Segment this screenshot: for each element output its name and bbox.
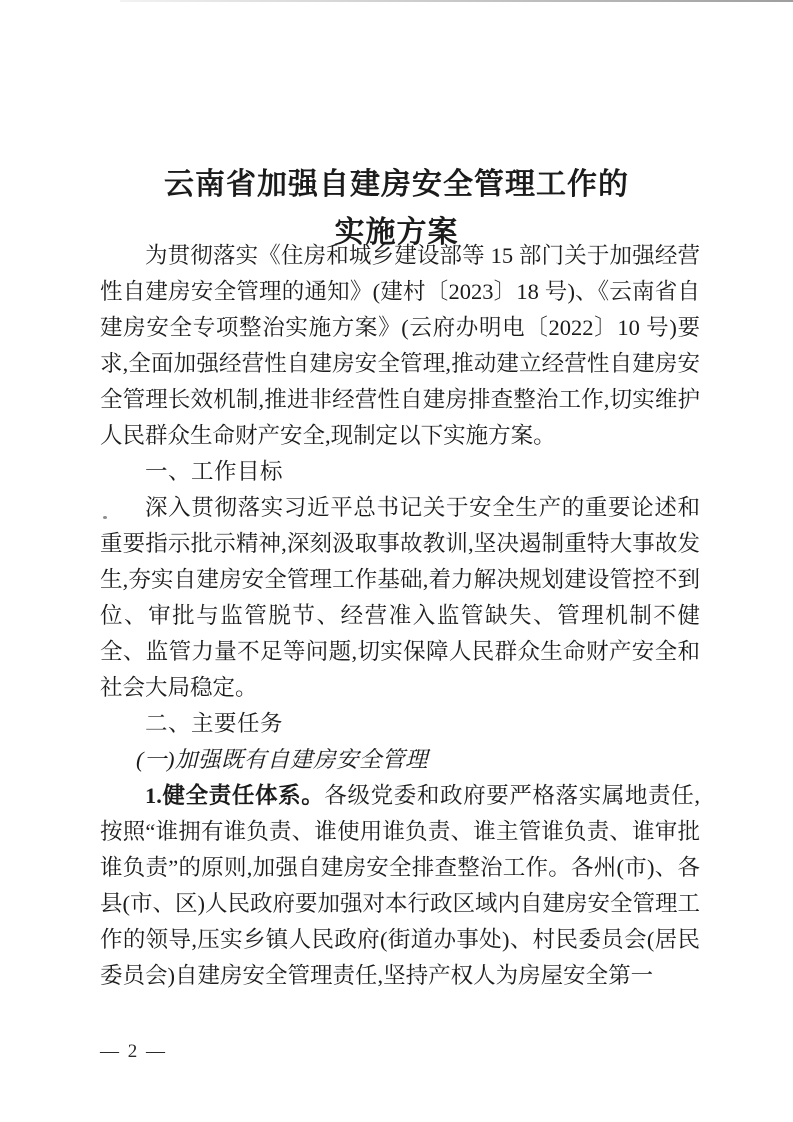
- task-1-lead: 1.健全责任体系。: [145, 783, 325, 808]
- heading-main-tasks: 二、主要任务: [145, 711, 284, 736]
- subheading-existing-housing-management: (一)加强既有自建房安全管理: [136, 747, 428, 772]
- intro-paragraph: 为贯彻落实《住房和城乡建设部等 15 部门关于加强经营性自建房安全管理的通知》(建村〔2023〕18 号)、《云南省自建房安全专项整治实施方案》(云府办明电〔2022〕10 号)要求,全面加强经营性自建房安全管理,推动建立经营性自建房安全管理长效机制,推进非经营性自建房排查整治工作,切实维护人民群众生命财产安全,现制定以下实施方案。: [100, 243, 700, 448]
- task-1-body-text: 各级党委和政府要严格落实属地责任,按照“谁拥有谁负责、谁使用谁负责、谁主管谁负责、谁审批谁负责”的原则,加强自建房安全排查整治工作。各州(市)、各县(市、区)人民政府要加强对本行政区域内自建房安全管理工作的领导,压实乡镇人民政府(街道办事处)、村民委员会(居民委员会)自建房安全管理责任,坚持产权人为房屋安全第一: [100, 783, 700, 988]
- document-title-line-2: 实施方案: [334, 216, 459, 250]
- work-goals-paragraph: 深入贯彻落实习近平总书记关于安全生产的重要论述和重要指示批示精神,深刻汲取事故教训,坚决遏制重特大事故发生,夯实自建房安全管理工作基础,着力解决规划建设管控不到位、审批与监管脱节、经营准入监管缺失、管理机制不健全、监管力量不足等问题,切实保障人民群众生命财产安全和社会大局稳定。: [100, 495, 700, 700]
- task-1-paragraph: [100, 778, 700, 994]
- scan-artifact-top-line: [120, 0, 793, 2]
- document-body: [100, 238, 700, 994]
- document-title-line-1: 云南省加强自建房安全管理工作的: [164, 168, 629, 202]
- heading-work-goals: 一、工作目标: [145, 459, 284, 484]
- page-number: — 2 —: [100, 1041, 167, 1062]
